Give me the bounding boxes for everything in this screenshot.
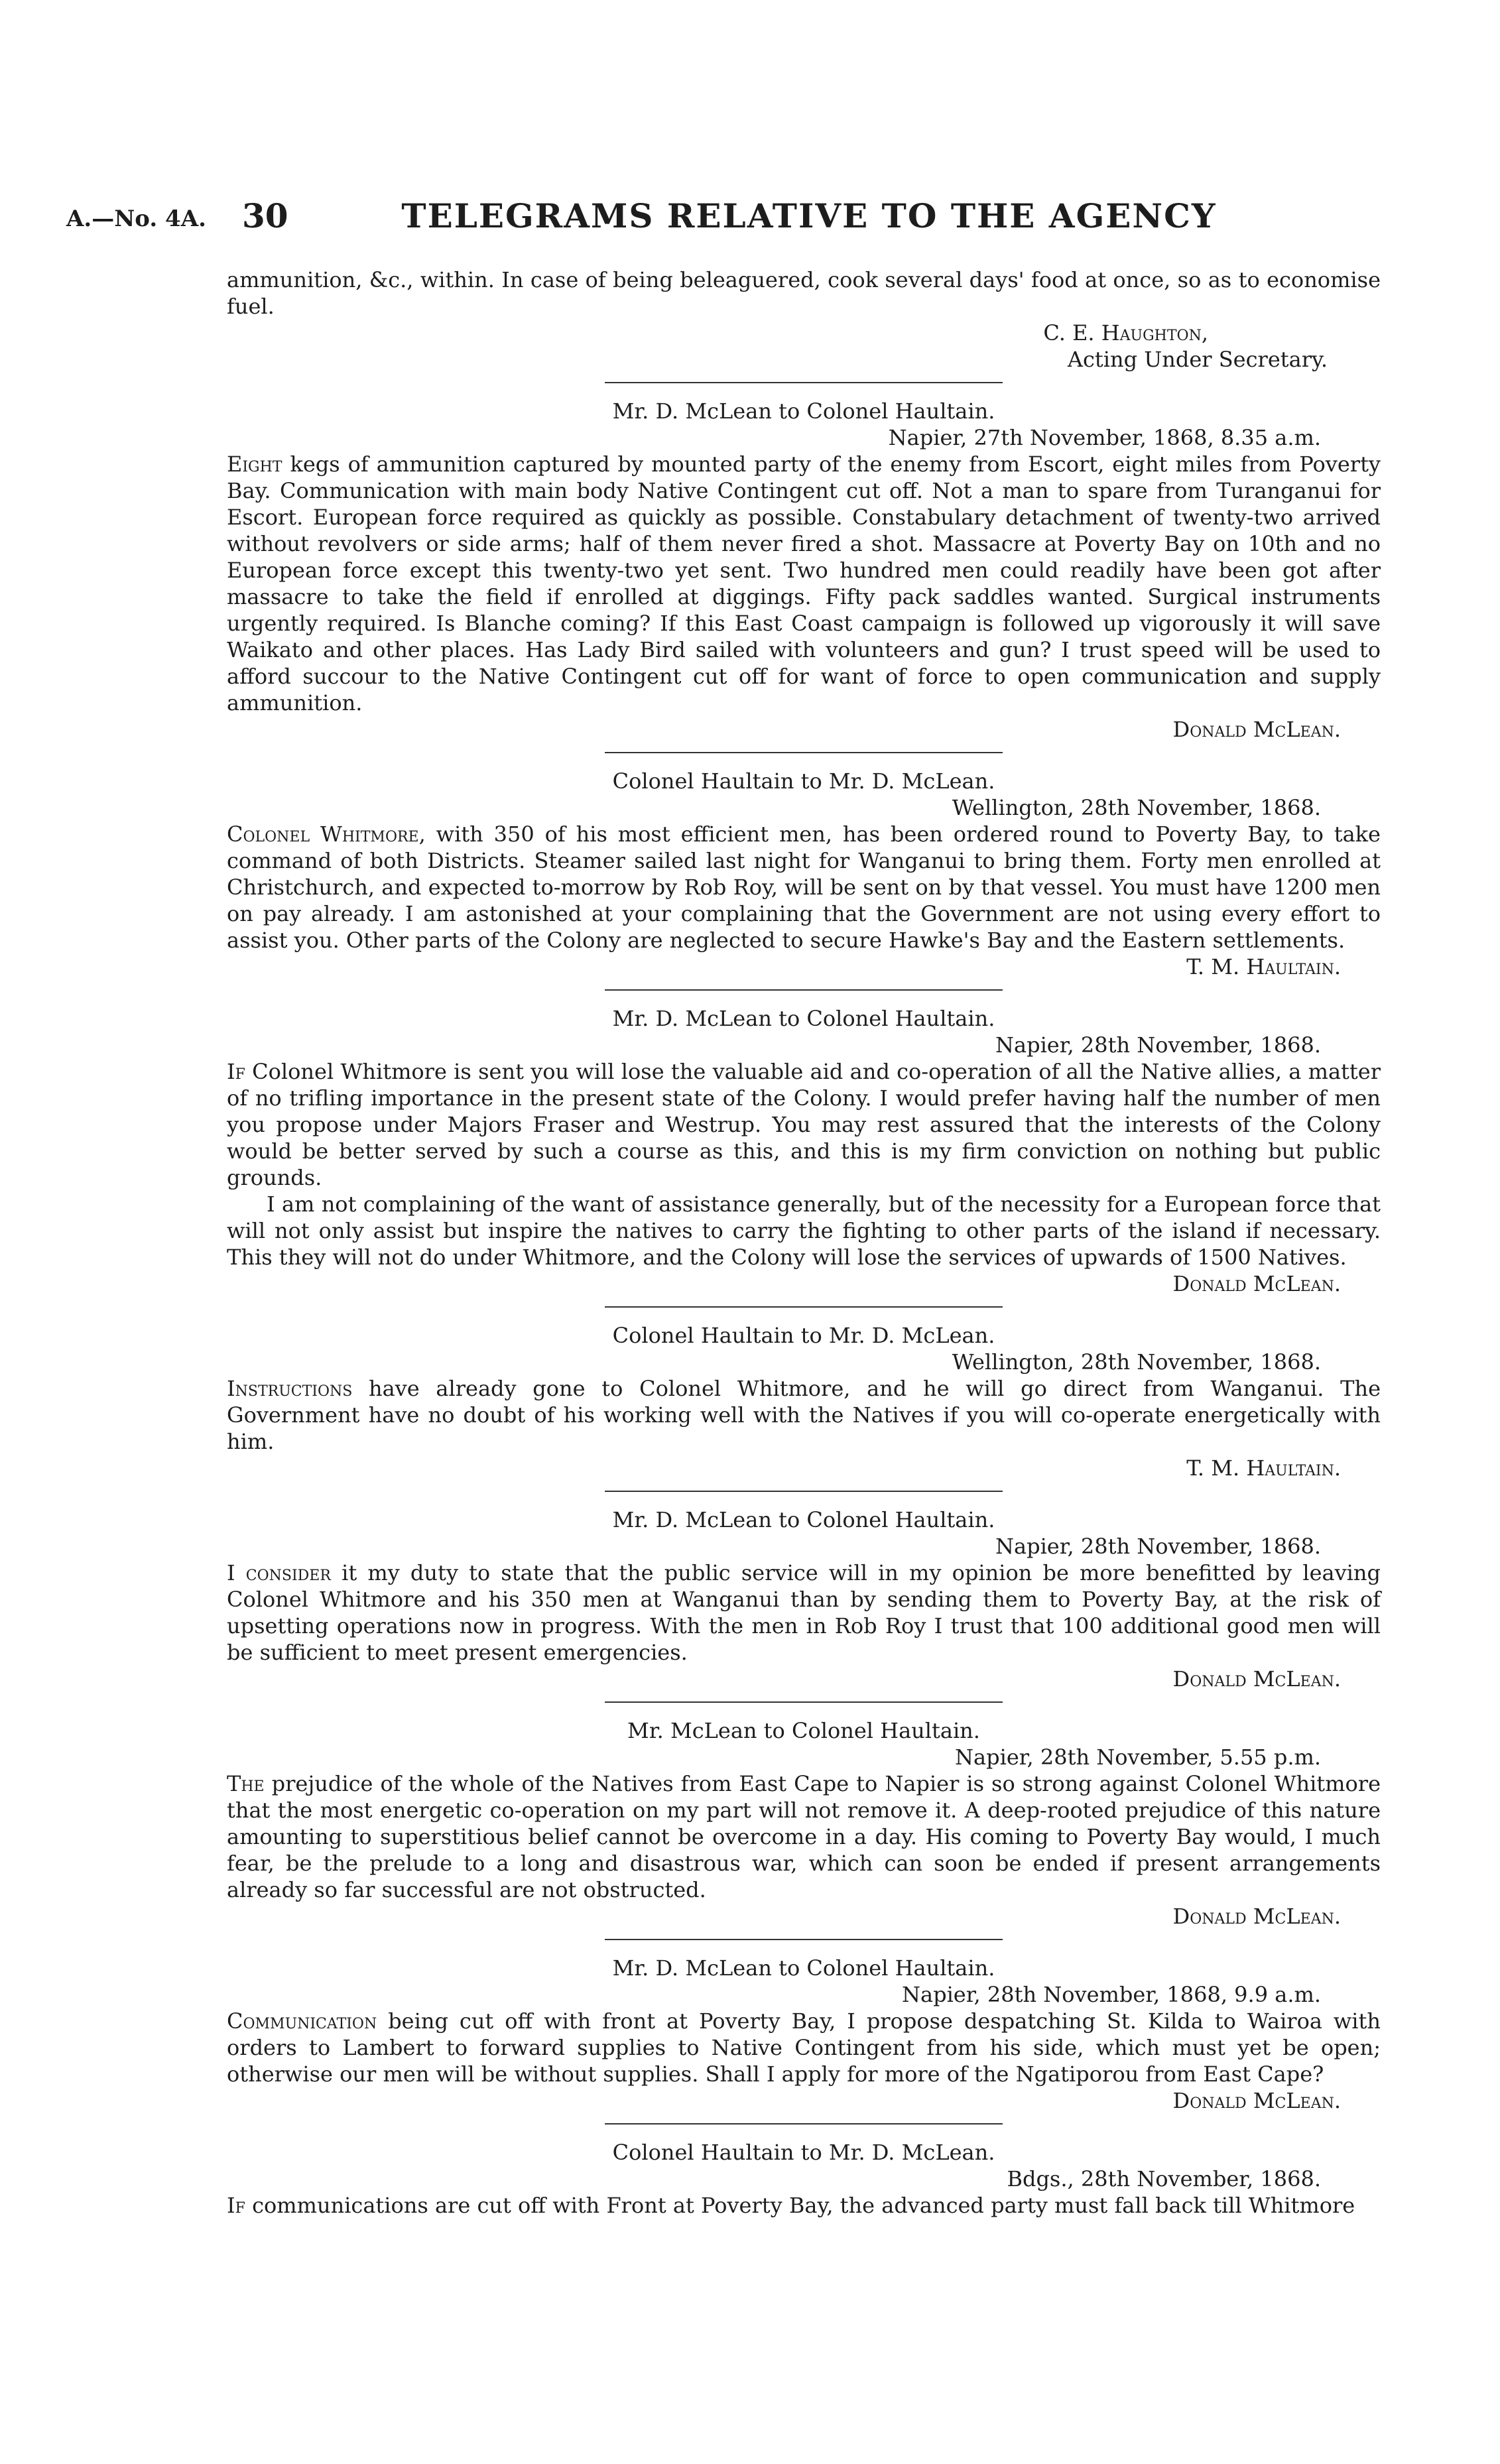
telegram-heading: Colonel Haultain to Mr. D. McLean.	[612, 2140, 995, 2165]
telegram-dateline: Napier, 28th November, 1868.	[995, 1032, 1321, 1058]
telegram-dateline: Bdgs., 28th November, 1868.	[1007, 2166, 1321, 2191]
telegram-paragraph: I am not complaining of the want of assistance generally, but of the necessity for a European force that will not only assist but inspire the natives to carry the fighting to other parts of the island if necessary. This they will not do under Whitmore, and the Colony will lose the services of upwards of 1500 Natives.	[227, 1192, 1381, 1270]
telegram	[227, 398, 1381, 743]
telegram-heading: Mr. McLean to Colonel Haultain.	[627, 1718, 980, 1743]
separator-rule	[605, 1701, 1003, 1703]
separator-rule	[605, 382, 1003, 383]
telegram-signer: Donald McLean.	[1172, 2088, 1341, 2113]
telegram	[227, 1322, 1381, 1481]
separator-rule	[605, 1939, 1003, 1940]
telegram-heading: Colonel Haultain to Mr. D. McLean.	[612, 1323, 995, 1348]
telegram	[227, 1955, 1381, 2114]
separator-rule	[605, 1491, 1003, 1492]
page-number: 30	[242, 196, 288, 235]
separator-rule	[605, 2123, 1003, 2125]
document-reference: A.—No. 4A.	[66, 206, 206, 232]
opening-signer-title: Acting Under Secretary.	[1067, 347, 1328, 372]
lead-word: Instructions	[227, 1376, 353, 1401]
telegram-paragraph: Instructions have already gone to Colonel Whitmore, and he will go direct from Wanganui. The Government have no doubt of his working well with the Natives if you will co-operate energetically with him.	[227, 1376, 1381, 1454]
telegram-signer: Donald McLean.	[1172, 1904, 1341, 1929]
telegram-signer: T. M. Haultain.	[1186, 1455, 1341, 1481]
telegram-dateline: Wellington, 28th November, 1868.	[952, 795, 1321, 820]
opening-fragment	[227, 267, 1381, 373]
document-body	[227, 267, 1381, 2219]
telegram	[227, 1717, 1381, 1930]
telegram-paragraph: Colonel Whitmore, with 350 of his most efficient men, has been ordered round to Poverty Bay, to take command of both Districts. Steamer sailed last night for Wanganui to bring them. Forty men enrolled at Christchurch, and expected to-morrow by Rob Roy, will be sent on by that vessel. You must have 1200 men on pay already. I am astonished at your complaining that the Government are not using every effort to assist you. Other parts of the Colony are neglected to secure Hawke's Bay and the Eastern settlements.	[227, 822, 1381, 953]
telegram-dateline: Wellington, 28th November, 1868.	[952, 1349, 1321, 1375]
lead-word: Colonel Whitmore	[227, 822, 419, 847]
telegram-heading: Mr. D. McLean to Colonel Haultain.	[612, 1955, 995, 1981]
page-header	[53, 196, 1446, 243]
telegram-dateline: Napier, 28th November, 1868.	[995, 1534, 1321, 1559]
telegram-heading: Colonel Haultain to Mr. D. McLean.	[612, 769, 995, 794]
separator-rule	[605, 1306, 1003, 1308]
telegram-paragraph: Communication being cut off with front at Poverty Bay, I propose despatching St. Kilda to Wairoa with orders to Lambert to forward supplies to Native Contingent from his side, which must yet be open; otherwise our men will be without supplies. Shall I apply for more of the Ngatiporou from East Cape?	[227, 2008, 1381, 2087]
telegram-signer: Donald McLean.	[1172, 1666, 1341, 1692]
telegram-signer: Donald McLean.	[1172, 1271, 1341, 1296]
telegram-paragraph: The prejudice of the whole of the Natives from East Cape to Napier is so strong against Colonel Whitmore that the most energetic co-operation on my part will not remove it. A deep-rooted prejudice of this nature amounting to superstitious belief cannot be overcome in a day. His coming to Poverty Bay would, I much fear, be the prelude to a long and disastrous war, which can soon be ended if present arrangements already so far successful are not obstructed.	[227, 1771, 1381, 1902]
opening-text: ammunition, &c., within. In case of being beleaguered, cook several days' food at once, so as to economise fuel.	[227, 267, 1381, 319]
telegram-heading: Mr. D. McLean to Colonel Haultain.	[612, 399, 995, 424]
telegram-heading: Mr. D. McLean to Colonel Haultain.	[612, 1507, 995, 1532]
telegram	[227, 2139, 1381, 2219]
telegram-heading: Mr. D. McLean to Colonel Haultain.	[612, 1006, 995, 1031]
lead-word: Communication	[227, 2008, 377, 2034]
lead-word: Eight	[227, 452, 282, 477]
opening-signer: C. E. Haughton,	[1043, 320, 1208, 345]
telegram	[227, 1507, 1381, 1692]
telegram-signer: Donald McLean.	[1172, 717, 1341, 742]
telegram	[227, 1005, 1381, 1297]
telegram-signer: T. M. Haultain.	[1186, 954, 1341, 979]
telegram	[227, 768, 1381, 980]
separator-rule	[605, 752, 1003, 753]
telegram-dateline: Napier, 27th November, 1868, 8.35 a.m.	[888, 425, 1321, 450]
telegram-dateline: Napier, 28th November, 1868, 9.9 a.m.	[902, 1982, 1321, 2007]
separator-rule	[605, 989, 1003, 991]
running-title: TELEGRAMS RELATIVE TO THE AGENCY	[401, 196, 1217, 235]
telegram-paragraph: I consider it my duty to state that the public service will in my opinion be more benefitted by leaving Colonel Whitmore and his 350 men at Wanganui than by sending them to Poverty Bay, at the risk of upsetting operations now in progress. With the men in Rob Roy I trust that 100 additional good men will be sufficient to meet present emergencies.	[227, 1560, 1381, 1665]
telegram-paragraph: If communications are cut off with Front at Poverty Bay, the advanced party must fall back till Whitmore	[227, 2193, 1355, 2218]
lead-word: The	[227, 1771, 265, 1796]
lead-word: If	[227, 1059, 245, 1084]
telegram-paragraph: Eight kegs of ammunition captured by mounted party of the enemy from Escort, eight miles from Poverty Bay. Communication with main body Native Contingent cut off. Not a man to spare from Turanganui for Escort. European force required as quickly as possible. Constabulary detachment of twenty-two arrived without revolvers or side arms; half of them never fired a shot. Massacre at Poverty Bay on 10th and no European force except this twenty-two yet sent. Two hundred men could readily have been got after massacre to take the field if enrolled at diggings. Fifty pack saddles wanted. Surgical instruments urgently required. Is Blanche coming? If this East Coast campaign is followed up vigorously it will save Waikato and other places. Has Lady Bird sailed with volunteers and gun? I trust speed will be used to afford succour to the Native Contingent cut off for want of force to open communication and supply ammunition.	[227, 452, 1381, 715]
telegram-paragraph: If Colonel Whitmore is sent you will lose the valuable aid and co-operation of all the Native allies, a matter of no trifling importance in the present state of the Colony. I would prefer having half the number of men you propose under Majors Fraser and Westrup. You may rest assured that the interests of the Colony would be better served by such a course as this, and this is my firm conviction on nothing but public grounds.	[227, 1059, 1381, 1190]
lead-word: I consider	[227, 1560, 331, 1585]
lead-word: If	[227, 2193, 245, 2218]
telegram-dateline: Napier, 28th November, 5.55 p.m.	[955, 1745, 1321, 1770]
